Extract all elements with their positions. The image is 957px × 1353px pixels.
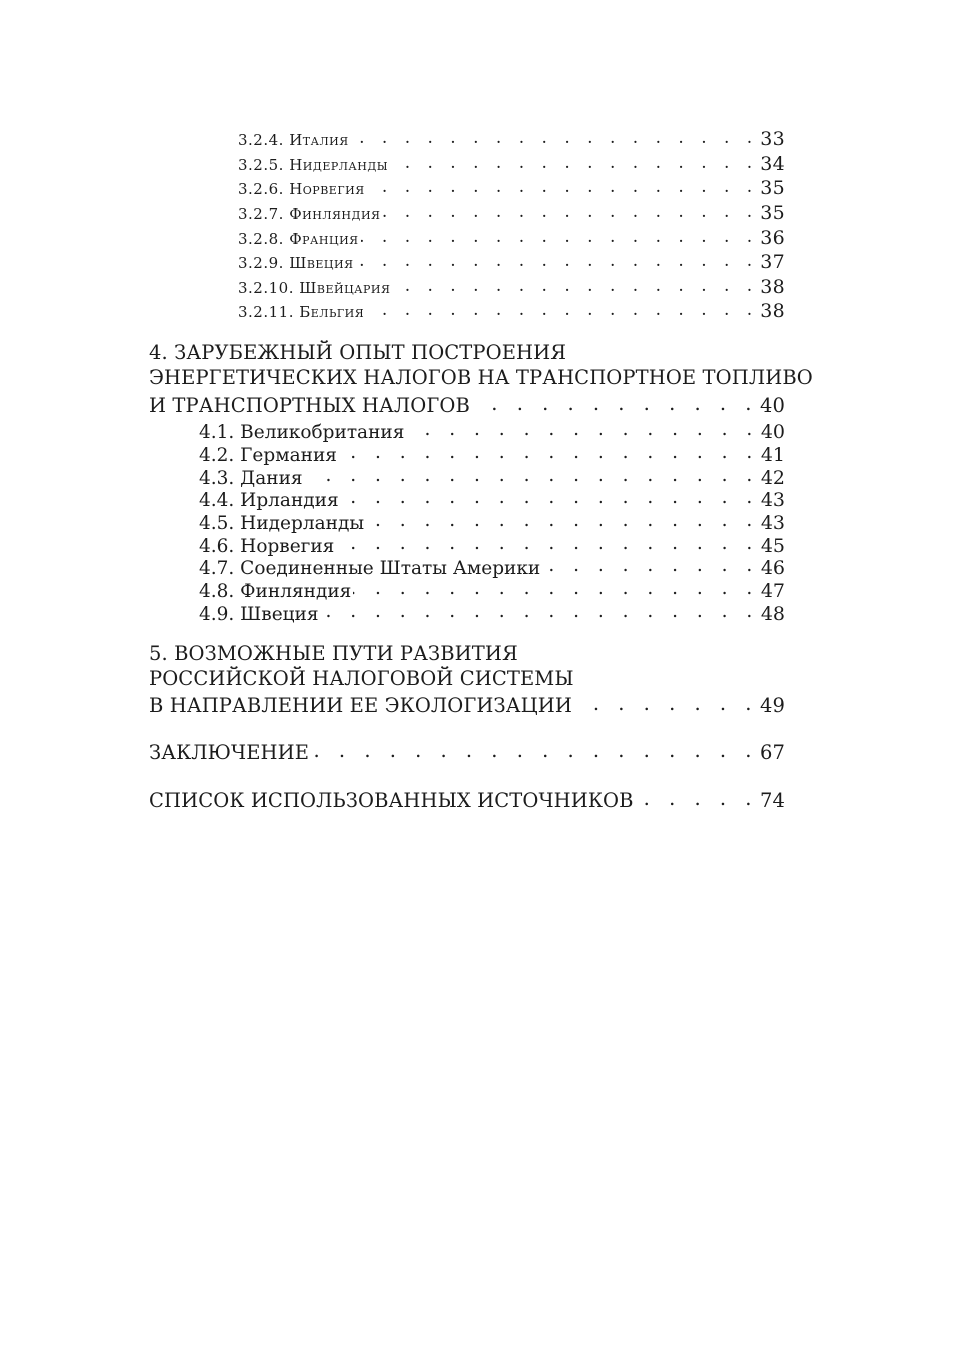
chapter-5-title-line-2: РОССИЙСКОЙ НАЛОГОВОЙ СИСТЕМЫ [149, 667, 574, 690]
toc-entry-4-5[interactable] [199, 510, 785, 534]
dot-leader [366, 300, 758, 317]
dot-leader [636, 787, 758, 807]
toc-entry-page: 40 [759, 393, 785, 417]
toc-entry-page: 41 [760, 443, 785, 466]
toc-entry-page: 47 [760, 579, 785, 602]
dot-leader [356, 251, 759, 268]
toc-entry-label: 4.5. Нидерланды [199, 512, 365, 534]
dot-leader [574, 692, 758, 712]
dot-leader [321, 601, 759, 620]
toc-entry-label: 4.4. Ирландия [199, 489, 339, 511]
toc-entry-page: 35 [760, 202, 785, 224]
toc-entry-references[interactable] [149, 787, 785, 812]
toc-entry-label: 4.7. Соединенные Штаты Америки [199, 557, 541, 579]
dot-leader [353, 578, 758, 597]
toc-entry-label: 3.2.8. Франция [238, 230, 359, 248]
toc-entry-page: 43 [760, 511, 785, 534]
toc-entry-label: ЗАКЛЮЧЕНИЕ [149, 740, 310, 764]
toc-entry-page: 34 [760, 153, 785, 175]
toc-entry-page: 37 [760, 251, 785, 273]
toc-entry-3-2-4[interactable] [238, 128, 785, 150]
toc-entry-page: 74 [759, 788, 785, 812]
dot-leader [367, 177, 759, 194]
toc-entry-page: 67 [759, 740, 785, 764]
toc-entry-3-2-10[interactable] [238, 276, 785, 298]
toc-entry-page: 46 [760, 556, 785, 579]
toc-entry-label: 3.2.9. Швеция [238, 254, 354, 272]
toc-entry-4-3[interactable] [199, 465, 785, 489]
toc-entry-3-2-6[interactable] [238, 177, 785, 199]
chapter-4-title-line-2: ЭНЕРГЕТИЧЕСКИХ НАЛОГОВ НА ТРАНСПОРТНОЕ ТОПЛИВО [149, 366, 813, 389]
chapter-5-title-line-3: В НАПРАВЛЕНИИ ЕЕ ЭКОЛОГИЗАЦИИ [149, 693, 572, 717]
toc-entry-4-4[interactable] [199, 487, 785, 511]
toc-entry-4-1[interactable] [199, 419, 785, 443]
dot-leader [311, 739, 758, 759]
toc-entry-4-6[interactable] [199, 533, 785, 557]
toc-entry-label: 3.2.6. Норвегия [238, 180, 365, 198]
dot-leader [339, 442, 759, 461]
toc-entry-page: 40 [760, 420, 785, 443]
toc-entry-page: 38 [760, 276, 785, 298]
toc-entry-chapter-4[interactable] [149, 392, 785, 417]
toc-entry-chapter-5[interactable] [149, 692, 785, 717]
toc-entry-page: 42 [760, 466, 785, 489]
dot-leader [366, 510, 759, 529]
dot-leader [336, 533, 758, 552]
toc-entry-label: 4.6. Норвегия [199, 535, 335, 557]
dot-leader [382, 202, 758, 219]
dot-leader [542, 555, 759, 574]
toc-entry-label: СПИСОК ИСПОЛЬЗОВАННЫХ ИСТОЧНИКОВ [149, 788, 634, 812]
toc-entry-page: 36 [760, 227, 785, 249]
dot-leader [341, 487, 759, 506]
toc-entry-page: 43 [760, 488, 785, 511]
toc-entry-label: 4.9. Швеция [199, 603, 319, 625]
toc-entry-3-2-9[interactable] [238, 251, 785, 273]
toc-entry-4-8[interactable] [199, 578, 785, 602]
toc-entry-page: 45 [760, 534, 785, 557]
toc-entry-3-2-7[interactable] [238, 202, 785, 224]
dot-leader [406, 419, 758, 438]
toc-entry-label: 4.1. Великобритания [199, 421, 405, 443]
toc-entry-4-9[interactable] [199, 601, 785, 625]
dot-leader [361, 227, 759, 244]
toc-entry-3-2-5[interactable] [238, 153, 785, 175]
toc-entry-label: 4.8. Финляндия [199, 580, 352, 602]
toc-entry-label: 3.2.4. Италия [238, 131, 349, 149]
toc-entry-label: 4.2. Германия [199, 444, 337, 466]
dot-leader [390, 153, 758, 170]
chapter-5-title-line-1: 5. ВОЗМОЖНЫЕ ПУТИ РАЗВИТИЯ [149, 642, 518, 665]
toc-entry-label: 3.2.5. Нидерланды [238, 156, 389, 174]
toc-entry-page: 49 [759, 693, 785, 717]
chapter-4-title-line-1: 4. ЗАРУБЕЖНЫЙ ОПЫТ ПОСТРОЕНИЯ [149, 341, 567, 364]
toc-entry-label: 3.2.11. Бельгия [238, 303, 365, 321]
toc-entry-4-7[interactable] [199, 555, 785, 579]
dot-leader [351, 128, 759, 145]
toc-entry-3-2-8[interactable] [238, 227, 785, 249]
toc-entry-label: 4.3. Дания [199, 467, 303, 489]
toc-entry-3-2-11[interactable] [238, 300, 785, 322]
toc-entry-label: 3.2.7. Финляндия [238, 205, 381, 223]
toc-entry-page: 33 [760, 128, 785, 150]
toc-entry-page: 48 [760, 602, 785, 625]
toc-entry-page: 38 [760, 300, 785, 322]
chapter-4-title-line-3: И ТРАНСПОРТНЫХ НАЛОГОВ [149, 393, 470, 417]
toc-entry-4-2[interactable] [199, 442, 785, 466]
toc-entry-page: 35 [760, 177, 785, 199]
toc-entry-conclusion[interactable] [149, 739, 785, 764]
dot-leader [305, 465, 759, 484]
dot-leader [392, 276, 758, 293]
dot-leader [472, 392, 758, 412]
toc-entry-label: 3.2.10. Швейцария [238, 279, 391, 297]
